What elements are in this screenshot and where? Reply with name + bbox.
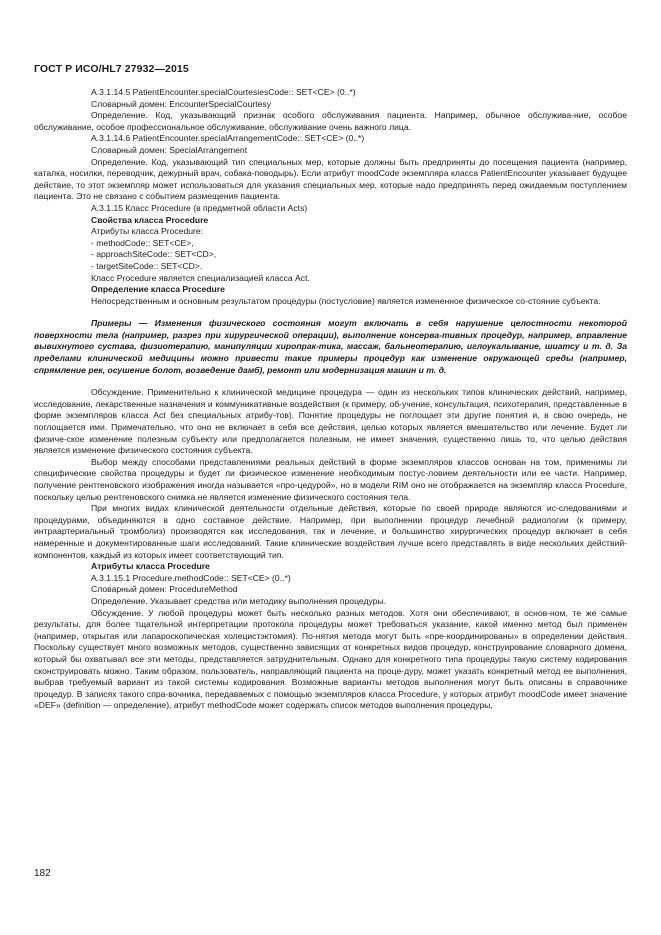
paragraph: Непосредственным и основным результатом процедуры (постусловие) является измененное физическое со-стояние субъекта. — [91, 295, 601, 306]
document-header: ГОСТ Р ИСО/HL7 27932—2015 — [34, 63, 189, 75]
paragraph: Определение. Код, указывающий тип специальных мер, которые должны быть предприняты до посещения пациента (например, каталка, носилки, переводчик, дежурный врач, собака-поводырь). Если атрибут moodCode экземпляра класса PatientEncounter указывает будущее действие, то этот экземпляр может использоваться для указания специальных мер, которые надо предпринять перед ожидаемым поступлением пациента. Это не связано с событием размещения пациента. — [34, 156, 627, 202]
section-heading: A.3.1.14.5 PatientEncounter.specialCourtesiesCode:: SET<CE> (0..*) — [91, 87, 356, 97]
paragraph: Определение. Код, указывающий признак особого обслуживания пациента. Например, обычное обслужива-ние, особое обслуживание, особое профессиональное обслуживание, обслуживание очень важного лица. — [34, 110, 627, 132]
document-body — [34, 87, 627, 712]
paragraph: При многих видах клинической деятельности отдельные действия, которые по своей природе являются ис-следованиями и процедурами, объединяются в одно составное действие. Например, при выполнении процедур лечебной радиологии (к примеру, интраартериальный тромболиз) производятся как исследования, так и лечение, и большинство хирургических процедур включает в себя намеренные и документированные шаги исследований. Такие клинические воздействия лучше всего представлять в виде нескольких действий-компонентов, каждый из которых имеет соответствующий тип. — [34, 503, 627, 560]
section-heading: Атрибуты класса Procedure: — [91, 226, 204, 237]
section-heading: - methodCode:: SET<CE>, — [91, 237, 194, 248]
section-heading: - targetSiteCode:: SET<CD>. — [91, 260, 203, 271]
paragraph: Обсуждение. У любой процедуры может быть несколько разных методов. Хотя они обеспечивают, в основ-ном, те же самые результаты, для более тщательной интерпретации протокола процедуры может требоваться указание, какой именно метод был применен (например, открытая или лапароскопическая холецистэктомия). По-нятия метода могут быть «пре-координированы» в определении действия. Поскольку существует много возможных методов, существенно зависящих от конкретных видов процедур, конструирование словарного домена, который бы охватывал все эти методы, представляется затруднительным. Однако для конкретного типа процедуры такую систему кодирования сконструировать можно. Таким образом, пользователь, направляющий пациента на проце-дуру, может указать конкретный метод ее выполнения, выбрав требуемый вариант из такой системы кодирования. Возможные варианты методов выполнения могут быть описаны в справочнике процедур. В записях такого спра-вочника, передаваемых с помощью экземпляров класса Procedure, у которых атрибут moodCode имеет значение «DEF» (definition — определение), атрибут methodCode может содержать список методов выполнения процедуры, — [34, 607, 627, 711]
section-heading: Свойства класса Procedure — [91, 214, 209, 225]
paragraph: Выбор между способами представлениями реальных действий в форме экземпляров классов основан на том, применимы ли специфические свойства процедуры и будет ли физическое изменение необходимым постус-ловием деятельности или ее части. Например, получение рентгеновского изображения иногда называется «про-цедурой», но в модели RIM оно не отображается на экземпляр класса Procedure, поскольку целью рентгеновского снимка не является изменение физического состояния тела. — [34, 456, 627, 502]
section-heading: A.3.1.15 Класс Procedure (в предметной области Acts) — [91, 202, 308, 213]
section-heading: Словарный домен: EncounterSpecialCourtesy — [91, 98, 271, 109]
section-heading: A.3.1.15.1 Procedure.methodCode:: SET<CE> (0..*) — [91, 572, 291, 583]
example-paragraph: Примеры — Изменения физического состояния могут включать в себя нарушение целостности некоторой поверхности тела (например, разрез при хирургической операции), выполнение консерва-тивных процедур, например, вправление вывихнутого сустава, физиотерапию, манипуляции хиропрак-тика, массаж, бальнеотерапию, иглоукалывание, шиатсу и т. д. За пределами клинической медицины можно привести такие примеры процедур как изменение окружающей среды (например, спрямление рек, осушение болот, возведение дамб), ремонт или модернизация машин и т. д. — [34, 318, 627, 375]
section-heading: Определение класса Procedure — [91, 284, 225, 295]
section-heading: Определение. Указывает средства или методику выполнения процедуры. — [91, 595, 387, 606]
section-heading: Словарный домен: ProcedureMethod — [91, 584, 238, 595]
section-heading: Словарный домен: SpecialArrangement — [91, 144, 248, 155]
section-heading: Класс Procedure является специализацией класса Act. — [91, 272, 310, 283]
section-heading: A.3.1.14.6 PatientEncounter.specialArrangementCode:: SET<CE> (0..*) — [91, 133, 365, 144]
paragraph: Обсуждение. Применительно к клинической медицине процедура — один из нескольких типов клинических действий, например, исследование, лекарственные назначения и коммуникативные воздействия (к примеру, об-учение, консультация, психотерапия, представленные в форме экземпляров класса Act без специальных атрибу-тов). Понятие процедуры не поглощает эти другие понятия и, в свою очередь, не поглощается ими. Примечательно, что оно не включает в себя все действия, целью которых является вмешательство или лечение. Будет ли физиче-ское изменение полезным субъекту или предполагается полезным, не имеет значения, существенно лишь то, что целью действия является изменение физического состояния субъекта. — [34, 387, 627, 456]
section-heading: Атрибуты класса Procedure — [91, 561, 210, 572]
section-heading: - approachSiteCode:: SET<CD>, — [91, 249, 217, 260]
page-number: 182 — [34, 868, 51, 879]
